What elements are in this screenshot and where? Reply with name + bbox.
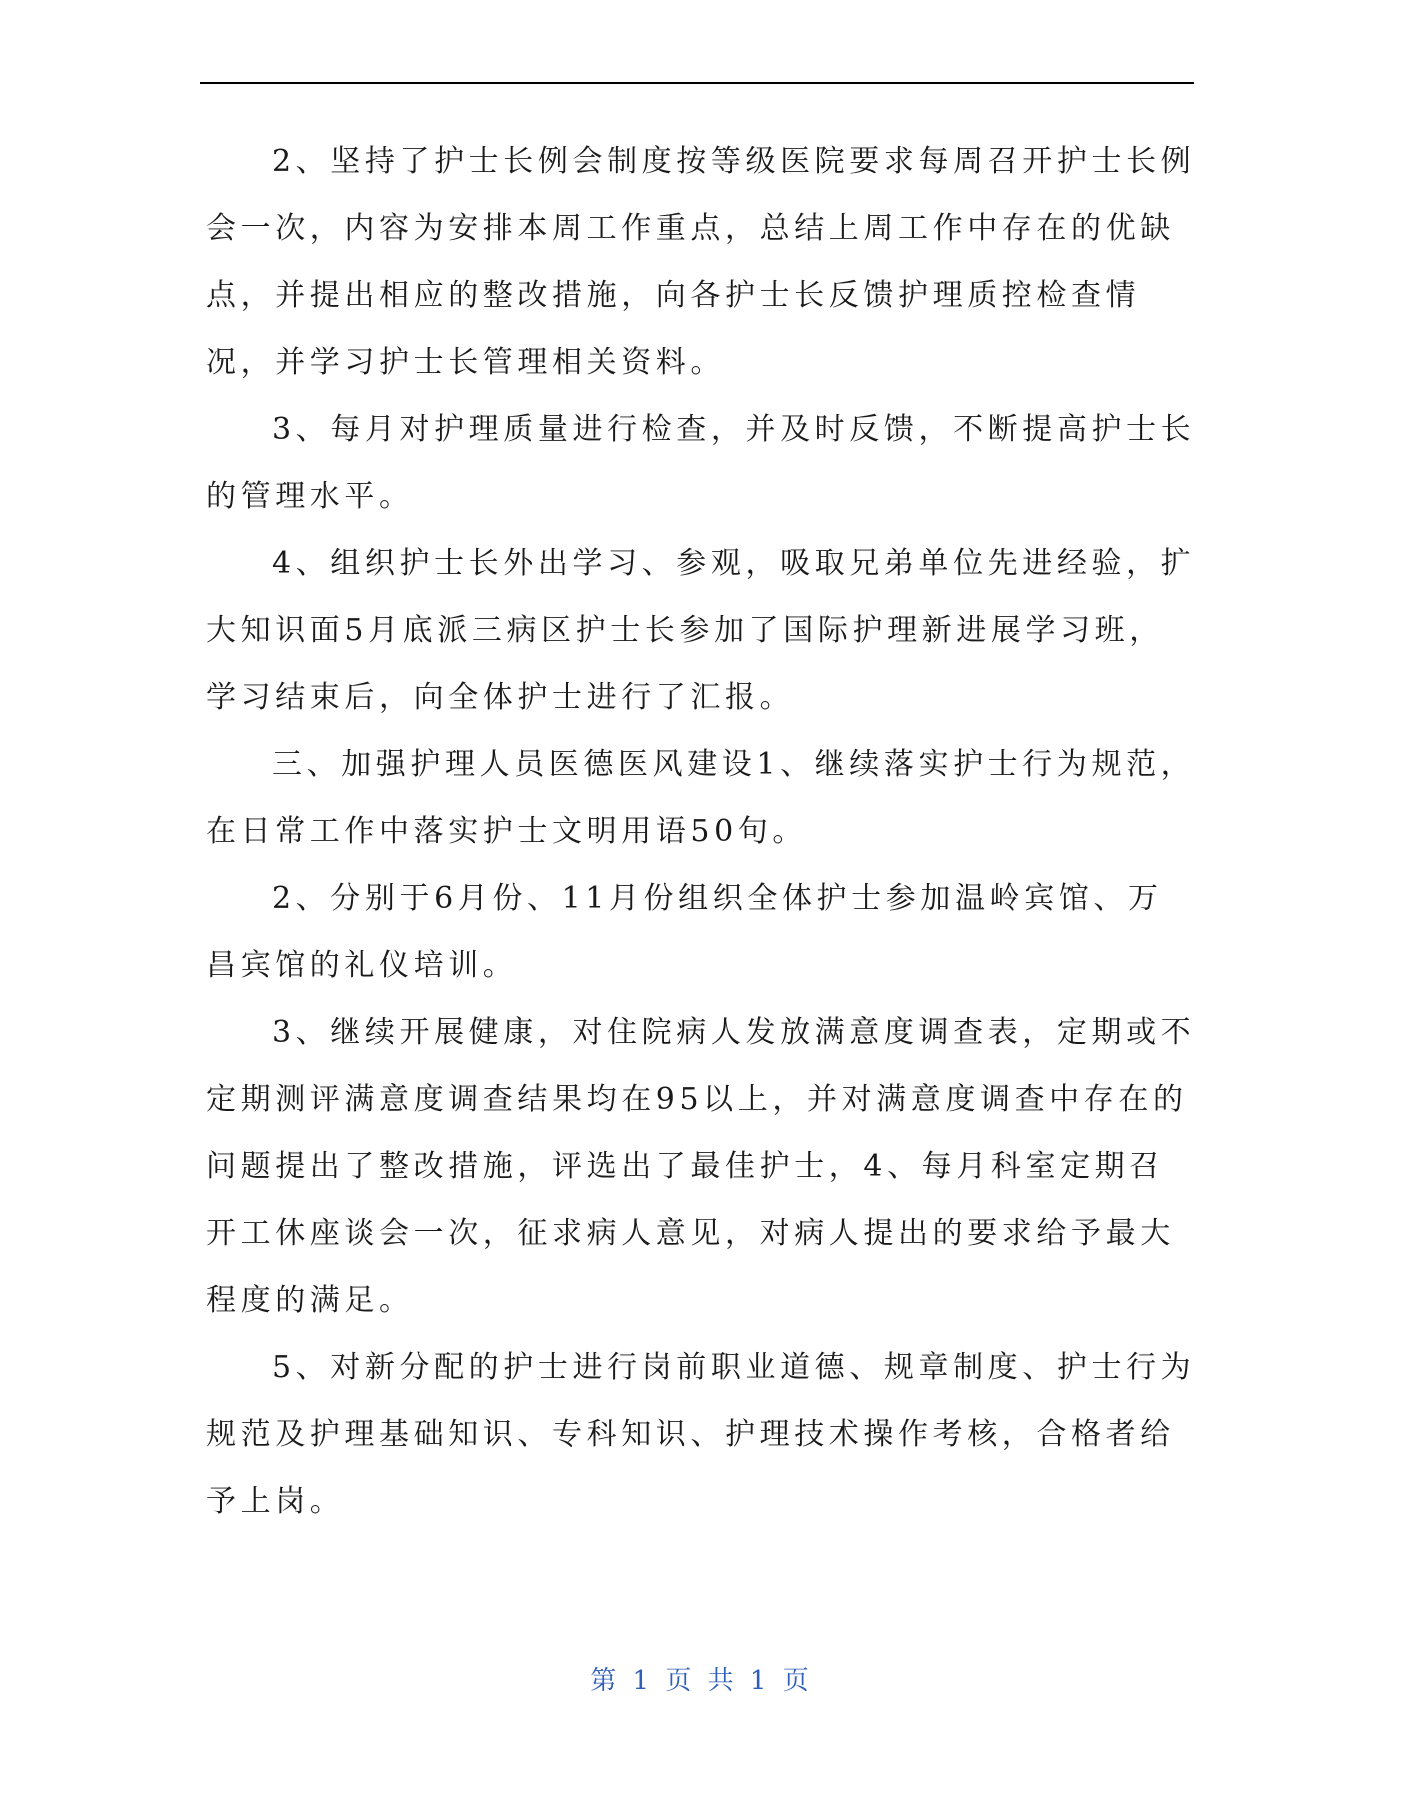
header-rule [200,82,1194,84]
page-number: 第 1 页 共 1 页 [590,1666,813,1696]
paragraph: 三、加强护理人员医德医风建设1、继续落实护士行为规范，在日常工作中落实护士文明用语50句。 [206,747,1196,849]
paragraph: 3、继续开展健康，对住院病人发放满意度调查表，定期或不定期测评满意度调查结果均在95以上，并对满意度调查中存在的问题提出了整改措施，评选出了最佳护士，4、每月科室定期召开工休座谈会一次，征求病人意见，对病人提出的要求给予最大程度的满足。 [206,1015,1196,1318]
paragraph: 2、坚持了护士长例会制度按等级医院要求每周召开护士长例会一次，内容为安排本周工作重点，总结上周工作中存在的优缺点，并提出相应的整改措施，向各护士长反馈护理质控检查情况，并学习护士长管理相关资料。 [206,144,1196,380]
paragraph: 4、组织护士长外出学习、参观，吸取兄弟单位先进经验，扩大知识面5月底派三病区护士长参加了国际护理新进展学习班，学习结束后，向全体护士进行了汇报。 [206,546,1196,715]
paragraph: 2、分别于6月份、11月份组织全体护士参加温岭宾馆、万昌宾馆的礼仪培训。 [206,881,1163,983]
paragraph: 3、每月对护理质量进行检查，并及时反馈，不断提高护士长的管理水平。 [206,412,1196,514]
document-body [206,128,1196,1535]
paragraph: 5、对新分配的护士进行岗前职业道德、规章制度、护士行为规范及护理基础知识、专科知识、护理技术操作考核，合格者给予上岗。 [206,1350,1196,1519]
